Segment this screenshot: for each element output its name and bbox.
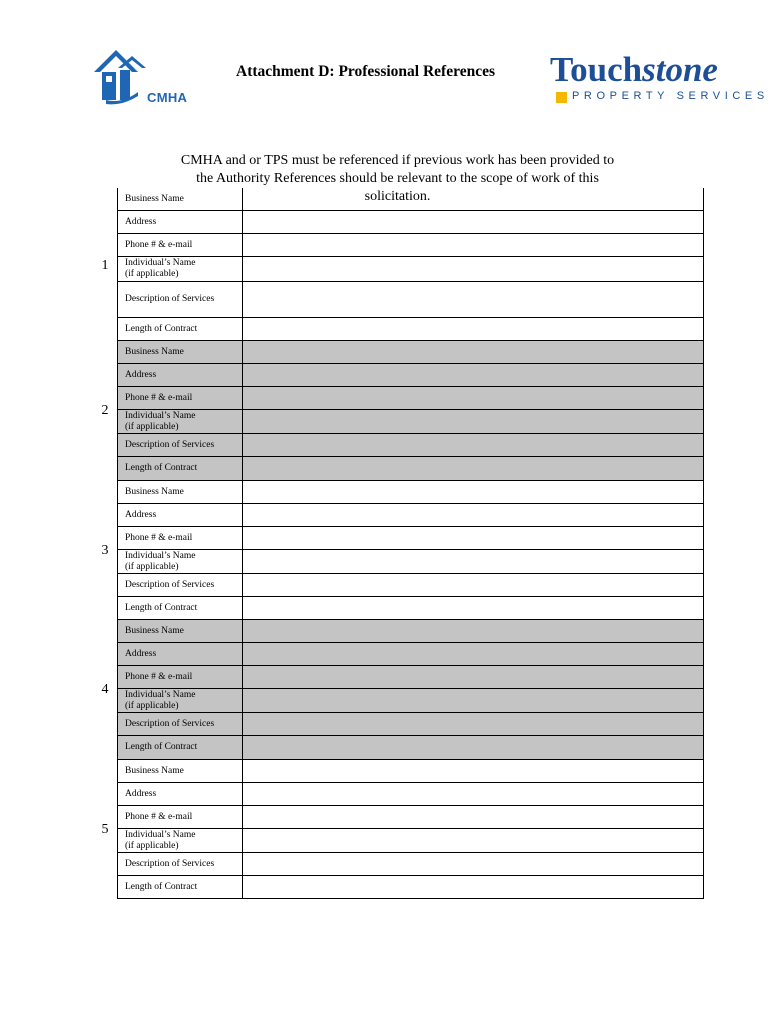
reference-row — [117, 527, 704, 550]
field-value-input[interactable] — [243, 666, 703, 688]
field-label: Individual’s Name (if applicable) — [118, 257, 243, 281]
reference-block — [101, 188, 704, 341]
field-value-input[interactable] — [243, 574, 703, 596]
reference-number: 3 — [101, 543, 109, 558]
references-table — [101, 188, 704, 899]
field-value-input[interactable] — [243, 410, 703, 433]
reference-row — [117, 211, 704, 234]
reference-block — [101, 341, 704, 481]
field-value-input[interactable] — [243, 783, 703, 805]
reference-row — [117, 341, 704, 364]
field-value-input[interactable] — [243, 806, 703, 828]
field-value-input[interactable] — [243, 188, 703, 210]
reference-row — [117, 574, 704, 597]
reference-row — [117, 783, 704, 806]
page-title: Attachment D: Professional References — [236, 63, 495, 80]
field-value-input[interactable] — [243, 620, 703, 642]
cmha-logo — [92, 46, 204, 106]
field-value-input[interactable] — [243, 689, 703, 712]
field-value-input[interactable] — [243, 876, 703, 898]
reference-row — [117, 318, 704, 341]
reference-row — [117, 257, 704, 282]
field-label: Individual’s Name (if applicable) — [118, 689, 243, 712]
reference-row — [117, 689, 704, 713]
reference-row — [117, 188, 704, 211]
field-value-input[interactable] — [243, 527, 703, 549]
field-label: Description of Services — [118, 434, 243, 456]
field-value-input[interactable] — [243, 234, 703, 256]
reference-row — [117, 620, 704, 643]
reference-number: 2 — [101, 403, 109, 418]
reference-row — [117, 666, 704, 689]
field-label: Business Name — [118, 188, 243, 210]
field-value-input[interactable] — [243, 387, 703, 409]
field-label: Address — [118, 211, 243, 233]
field-label: Individual’s Name (if applicable) — [118, 410, 243, 433]
field-value-input[interactable] — [243, 550, 703, 573]
field-label: Phone # & e-mail — [118, 806, 243, 828]
field-label: Phone # & e-mail — [118, 387, 243, 409]
field-value-input[interactable] — [243, 736, 703, 759]
field-value-input[interactable] — [243, 713, 703, 735]
reference-row — [117, 457, 704, 481]
field-value-input[interactable] — [243, 829, 703, 852]
reference-row — [117, 806, 704, 829]
field-value-input[interactable] — [243, 597, 703, 619]
field-value-input[interactable] — [243, 853, 703, 875]
touchstone-logo-name: Touchstone — [550, 50, 718, 89]
reference-block — [101, 481, 704, 620]
field-value-input[interactable] — [243, 257, 703, 281]
field-label: Business Name — [118, 341, 243, 363]
cmha-logo-text: CMHA — [147, 90, 188, 105]
field-value-input[interactable] — [243, 341, 703, 363]
field-label: Address — [118, 364, 243, 386]
field-label: Individual’s Name (if applicable) — [118, 829, 243, 852]
field-label: Phone # & e-mail — [118, 527, 243, 549]
reference-row — [117, 364, 704, 387]
reference-row — [117, 504, 704, 527]
reference-row — [117, 713, 704, 736]
reference-row — [117, 829, 704, 853]
reference-row — [117, 550, 704, 574]
field-value-input[interactable] — [243, 504, 703, 526]
field-label: Length of Contract — [118, 318, 243, 340]
reference-row — [117, 387, 704, 410]
field-value-input[interactable] — [243, 481, 703, 503]
reference-block — [101, 620, 704, 760]
field-label: Description of Services — [118, 853, 243, 875]
field-label: Address — [118, 643, 243, 665]
field-value-input[interactable] — [243, 457, 703, 480]
field-label: Business Name — [118, 620, 243, 642]
reference-block — [101, 760, 704, 899]
reference-row — [117, 481, 704, 504]
reference-number: 4 — [101, 682, 109, 697]
field-label: Description of Services — [118, 282, 243, 317]
field-value-input[interactable] — [243, 434, 703, 456]
field-label: Length of Contract — [118, 876, 243, 898]
touchstone-logo — [550, 50, 769, 108]
reference-row — [117, 853, 704, 876]
reference-row — [117, 410, 704, 434]
touchstone-logo-subtitle: PROPERTY SERVICES — [572, 90, 769, 102]
field-label: Description of Services — [118, 713, 243, 735]
reference-row — [117, 876, 704, 899]
field-label: Individual’s Name (if applicable) — [118, 550, 243, 573]
touchstone-yellow-square-icon — [556, 92, 567, 103]
field-value-input[interactable] — [243, 364, 703, 386]
reference-row — [117, 736, 704, 760]
field-value-input[interactable] — [243, 760, 703, 782]
field-value-input[interactable] — [243, 211, 703, 233]
reference-number: 1 — [101, 258, 109, 273]
reference-row — [117, 282, 704, 318]
field-value-input[interactable] — [243, 318, 703, 340]
field-label: Length of Contract — [118, 457, 243, 480]
cmha-house-icon — [92, 46, 152, 106]
field-label: Description of Services — [118, 574, 243, 596]
field-value-input[interactable] — [243, 643, 703, 665]
intro-line: the Authority References should be relevant to the scope of work of this — [196, 171, 599, 186]
field-label: Phone # & e-mail — [118, 234, 243, 256]
reference-row — [117, 434, 704, 457]
field-value-input[interactable] — [243, 282, 703, 317]
field-label: Length of Contract — [118, 736, 243, 759]
field-label: Address — [118, 783, 243, 805]
reference-row — [117, 760, 704, 783]
field-label: Length of Contract — [118, 597, 243, 619]
reference-row — [117, 643, 704, 666]
field-label: Address — [118, 504, 243, 526]
reference-row — [117, 234, 704, 257]
intro-line: CMHA and or TPS must be referenced if previous work has been provided to — [180, 153, 615, 168]
field-label: Phone # & e-mail — [118, 666, 243, 688]
field-label: Business Name — [118, 481, 243, 503]
reference-number: 5 — [101, 822, 109, 837]
reference-row — [117, 597, 704, 620]
field-label: Business Name — [118, 760, 243, 782]
intro-line: solicitation. — [364, 189, 431, 204]
